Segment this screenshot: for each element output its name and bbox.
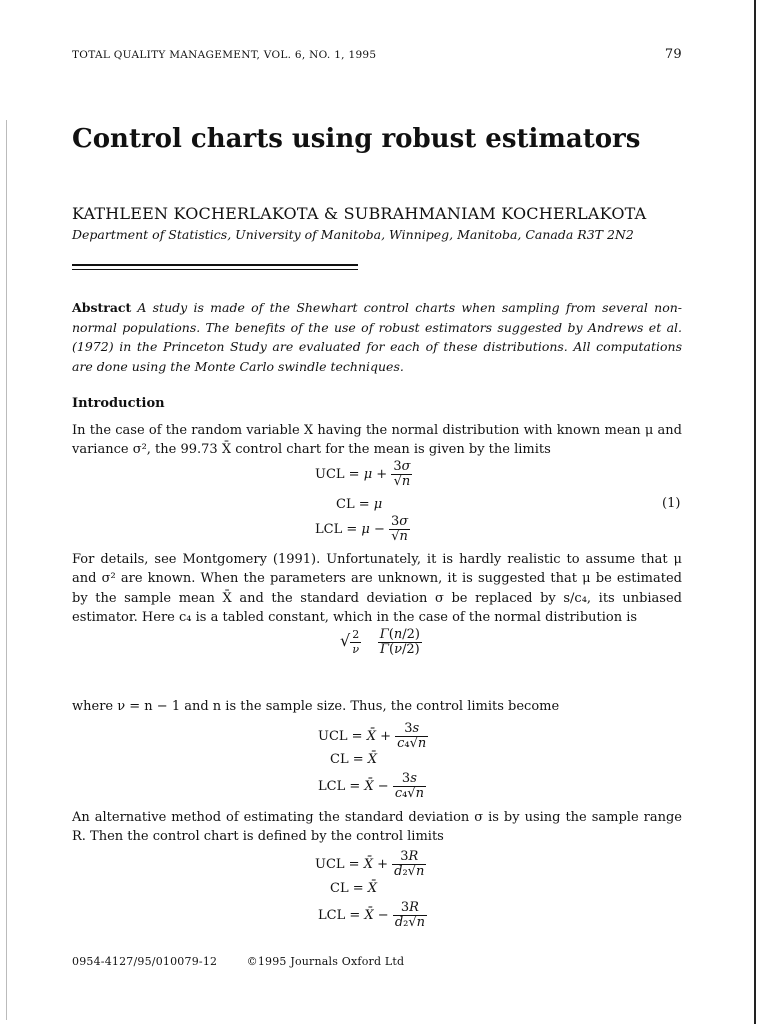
eq3-cl: CL = X̄ bbox=[330, 881, 378, 896]
paragraph-1: In the case of the random variable X having the normal distribution with known mean μ and variance σ², the 99.73 X̄ control chart for the mean is given by the limits bbox=[72, 423, 682, 458]
eq1-ucl: UCL = μ + $\frac{3\sigma}{√n}$ bbox=[315, 459, 411, 489]
eq3-lcl: LCL = X̄ − $\frac{3R}{\text{d₂√n}}$ bbox=[318, 900, 426, 930]
eq1-cl: CL = μ bbox=[336, 497, 383, 512]
eq-c4-constant: √ $\frac{2}{\nu}$ $\frac{\Gamma(n/2)}{\Gamma(\nu/2)}$ bbox=[340, 627, 420, 657]
journal-name: TOTAL QUALITY MANAGEMENT, VOL. 6, NO. 1, 1995 bbox=[72, 49, 377, 61]
section-heading-introduction: Introduction bbox=[72, 396, 165, 411]
eq3-ucl: UCL = X̄ + $\frac{3R}{\text{d₂√n}}$ bbox=[315, 849, 425, 879]
paper-title: Control charts using robust estimators bbox=[72, 124, 641, 154]
page-number: 79 bbox=[664, 47, 682, 62]
author-list: KATHLEEN KOCHERLAKOTA & SUBRAHMANIAM KOCHERLAKOTA bbox=[72, 204, 647, 223]
eq2-cl: CL = X̄ bbox=[330, 752, 378, 767]
title-rule-thin bbox=[72, 269, 358, 270]
paragraph-2: For details, see Montgomery (1991). Unfortunately, it is hardly realistic to assume that μ and σ² are known. When the parameters are unknown, it is suggested that μ be estimated by the sample mean X̄ and the standard deviation σ be replaced by s/c₄, its unbiased estimator. Here c₄ is a tabled constant, which in the case of the normal distribution is bbox=[72, 552, 682, 625]
abstract-block bbox=[72, 298, 682, 376]
eq2-ucl: UCL = X̄ + $\frac{3s}{\text{c₄√n}}$ bbox=[318, 721, 427, 751]
title-rule-thick bbox=[72, 264, 358, 266]
eq2-lcl: LCL = X̄ − $\frac{3s}{\text{c₄√n}}$ bbox=[318, 771, 424, 801]
abstract-label: Abstract bbox=[72, 300, 132, 315]
running-header bbox=[72, 49, 682, 61]
footer-copyright: ©1995 Journals Oxford Ltd bbox=[246, 955, 405, 968]
page-edge-right bbox=[754, 0, 756, 1024]
page-footer bbox=[72, 955, 404, 968]
footer-code: 0954-4127/95/010079-12 bbox=[72, 955, 218, 968]
eq1-lcl: LCL = μ − $\frac{3\sigma}{√n}$ bbox=[315, 514, 409, 544]
equation-number: (1) bbox=[662, 496, 681, 511]
abstract-text: A study is made of the Shewhart control charts when sampling from several non-normal populations. The benefits of the use of robust estimators suggested by Andrews et al. (1972) in the Princeton Study are evaluated for each of these distributions. All computations are done using the Monte Carlo swindle techniques. bbox=[72, 300, 682, 374]
paragraph-3: where ν = n − 1 and n is the sample size. Thus, the control limits become bbox=[72, 699, 560, 714]
paragraph-4: An alternative method of estimating the standard deviation σ is by using the sample range R. Then the control chart is defined by the control limits bbox=[72, 810, 682, 845]
author-affiliation: Department of Statistics, University of Manitoba, Winnipeg, Manitoba, Canada R3T 2N2 bbox=[72, 227, 634, 242]
page-edge-left bbox=[6, 120, 7, 1020]
